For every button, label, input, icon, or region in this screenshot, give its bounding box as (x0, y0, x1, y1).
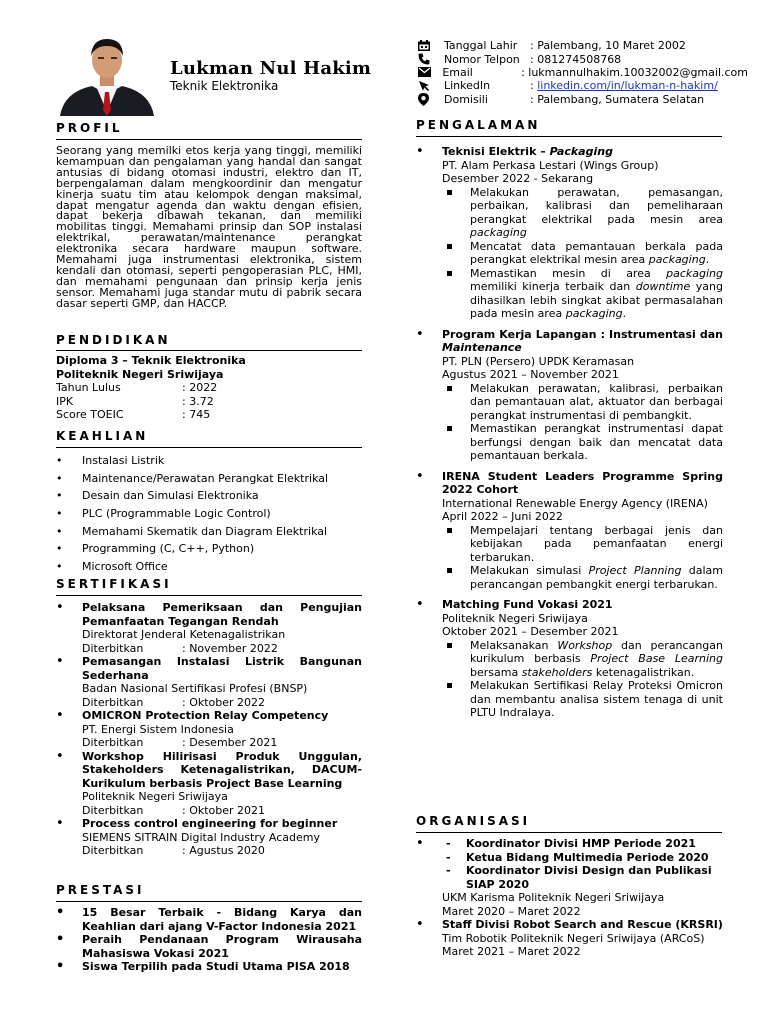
education-school: Politeknik Negeri Sriwijaya (56, 367, 224, 381)
org-role: - • Koordinator Divisi HMP Periode 2021 (442, 837, 723, 851)
education-row: Tahun Lulus : 2022 (56, 381, 218, 394)
location-pin-icon (418, 93, 438, 105)
experience-item: • Program Kerja Lapangan : Instrumentasi dan Maintenance PT. PLN (Persero) UPDK Keramasan Agustus 2021 – November 2021 Melakukan perawatan, kalibrasi, perbaikan dan pemantauan alat, aktuator dan berbagai perangkat instrumentasi di pembangkit. Memastikan perangkat instrumentasi dapat berfungsi dengan baik dan mencatat data pemantauan berkala. (416, 328, 723, 463)
organization-list (416, 837, 723, 959)
organization-item: • Staff Divisi Robot Search and Rescue (KRSRI) Tim Robotik Politeknik Negeri Sriwijaya (ARCoS) Maret 2021 – Maret 2022 (416, 918, 723, 959)
task-item: Melakukan simulasi Project Planning dalam perancangan pembangkit energi terbarukan. (442, 564, 723, 591)
task-item: Mempelajari tentang berbagai jenis dan kebijakan pada pemanfaatan energi terbarukan. (442, 524, 723, 565)
divider (56, 901, 362, 902)
task-item: Mencatat data pemantauan berkala pada perangkat elektrikal mesin area packaging. (442, 240, 723, 267)
list-item: • PLC (Programmable Logic Control) (56, 505, 362, 523)
experience-item: • IRENA Student Leaders Programme Spring 2022 Cohort International Renewable Energy Agency (IRENA) April 2022 – Juni 2022 Mempelajari tentang berbagai jenis dan kebijakan pada pemanfaatan energi terbarukan. Melakukan simulasi Project Planning dalam perancangan pembangkit energi terbarukan. (416, 470, 723, 592)
divider (56, 350, 362, 351)
task-item: Memastikan perangkat instrumentasi dapat berfungsi dengan baik dan mencatat data pemantauan berkala. (442, 422, 723, 463)
task-item: Melaksanakan Workshop dan perancangan kurikulum berbasis Project Base Learning bersama stakeholders ketenagalistrikan. (442, 639, 723, 680)
divider (56, 139, 362, 140)
education-row: IPK : 3.72 (56, 394, 214, 408)
list-item: • Pelaksana Pemeriksaan dan Pengujian Pemanfaatan Tegangan Rendah Direktorat Jenderal Ketenagalistrikan Diterbitkan : November 2022 (56, 601, 362, 655)
task-item: Memastikan mesin di area packaging memiliki kinerja terbaik dan downtime yang dihasilkan lebih singkat akibat permasalahan pada mesin area packaging. (442, 267, 723, 321)
calendar-icon (418, 40, 438, 52)
section-title-sertifikasi: SERTIFIKASI (56, 577, 172, 591)
divider (56, 595, 362, 596)
task-item: Melakukan Sertifikasi Relay Proteksi Omicron dan membantu analisa sistem tenaga di unit PLTU Indralaya. (442, 679, 723, 720)
divider (416, 832, 722, 833)
section-title-pendidikan: PENDIDIKAN (56, 333, 171, 347)
section-title-keahlian: KEAHLIAN (56, 429, 149, 443)
education-row: Score TOEIC : 745 (56, 408, 211, 421)
section-title-pengalaman: PENGALAMAN (416, 118, 541, 132)
list-item: • Process control engineering for beginner SIEMENS SITRAIN Digital Industry Academy Diterbitkan : Agustus 2020 (56, 817, 362, 858)
linkedin-link[interactable]: linkedin.com/in/lukman-n-hakim/ (537, 79, 718, 93)
list-item: • Desain dan Simulasi Elektronika (56, 487, 362, 505)
list-item: • Microsoft Office (56, 558, 362, 576)
contact-row-phone: Nomor Telpon : 081274508768 (418, 52, 748, 65)
education-degree: Diploma 3 – Teknik Elektronika (56, 354, 246, 367)
task-item: Melakukan perawatan, pemasangan, perbaikan, kalibrasi dan pemeliharaan perangkat elektrikal pada mesin area packaging (442, 186, 723, 240)
list-item: • Programming (C, C++, Python) (56, 540, 362, 558)
profile-photo (56, 30, 158, 116)
experience-list (416, 145, 723, 720)
organization-item: - • Koordinator Divisi HMP Periode 2021 - Ketua Bidang Multimedia Periode 2020 - Koordinator Divisi Design dan Publikasi SIAP 2020 UKM Karisma Politeknik Negeri Sriwijaya Maret 2020 – Maret 2022 (416, 837, 723, 918)
org-role: - Ketua Bidang Multimedia Periode 2020 (442, 851, 723, 865)
contact-row-linkedin: LinkedIn : linkedin.com/in/lukman-n-hakim/ (418, 79, 748, 92)
task-item: Melakukan perawatan, kalibrasi, perbaikan dan pemantauan alat, aktuator dan berbagai perangkat instrumentasi di pembangkit. (442, 382, 723, 423)
list-item: • Instalasi Listrik (56, 452, 362, 470)
contact-block (418, 39, 748, 106)
contact-row-email: Email : lukmannulhakim.10032002@gmail.com (418, 66, 748, 79)
list-item: • Pemasangan Instalasi Listrik Bangunan Sederhana Badan Nasional Sertifikasi Profesi (BNSP) Diterbitkan : Oktober 2022 (56, 655, 362, 709)
phone-icon (418, 53, 438, 65)
divider (56, 447, 362, 448)
skills-list (56, 452, 362, 576)
list-item: • Memahami Skematik dan Diagram Elektrikal (56, 523, 362, 541)
list-item: • Workshop Hilirisasi Produk Unggulan, Stakeholders Ketenagalistrikan, DACUM-Kurikulum berbasis Project Base Learning Politeknik Negeri Sriwijaya Diterbitkan : Oktober 2021 (56, 750, 362, 818)
person-name: Lukman Nul Hakim (170, 58, 372, 79)
divider (416, 136, 722, 137)
education-block (56, 354, 362, 422)
contact-row-address: Domisili : Palembang, Sumatera Selatan (418, 93, 748, 106)
experience-item: • Matching Fund Vokasi 2021 Politeknik Negeri Sriwijaya Oktober 2021 – Desember 2021 Melaksanakan Workshop dan perancangan kurikulum berbasis Project Base Learning bersama stakeholders ketenagalistrikan. Melakukan Sertifikasi Relay Proteksi Omicron dan membantu analisa sistem tenaga di unit PLTU Indralaya. (416, 598, 723, 720)
achievement-list (56, 906, 362, 974)
list-item: • OMICRON Protection Relay Competency PT. Energi Sistem Indonesia Diterbitkan : Desember 2021 (56, 709, 362, 750)
experience-item: • Teknisi Elektrik – Packaging PT. Alam Perkasa Lestari (Wings Group) Desember 2022 - Sekarang Melakukan perawatan, pemasangan, perbaikan, kalibrasi dan pemeliharaan perangkat elektrikal pada mesin area packaging Mencatat data pemantauan berkala pada perangkat elektrikal mesin area packaging. Memastikan mesin di area packaging memiliki kinerja terbaik dan downtime yang dihasilkan lebih singkat akibat permasalahan pada mesin area packaging. (416, 145, 723, 321)
certification-list (56, 601, 362, 858)
section-title-prestasi: PRESTASI (56, 883, 145, 897)
section-title-profil: PROFIL (56, 121, 123, 135)
list-item: • Siswa Terpilih pada Studi Utama PISA 2018 (56, 960, 362, 974)
list-item: • Maintenance/Perawatan Perangkat Elektrikal (56, 470, 362, 488)
org-role: - Koordinator Divisi Design dan Publikasi SIAP 2020 (442, 864, 723, 891)
list-item: • 15 Besar Terbaik - Bidang Karya dan Keahlian dari ajang V-Factor Indonesia 2021 (56, 906, 362, 933)
person-role: Teknik Elektronika (170, 79, 279, 93)
list-item: • Peraih Pendanaan Program Wirausaha Mahasiswa Vokasi 2021 (56, 933, 362, 960)
section-title-organisasi: ORGANISASI (416, 814, 531, 828)
profil-text: Seorang yang memilki etos kerja yang tinggi, memiliki kemampuan dan pengalaman yang handal dan sangat antusias di bidang otomasi industri, elektro dan IT, berpengalaman dalam mengkoordinir dan mengatur kinerja suatu tim atau kelompok dengan maksimal, dapat mengatur agenda dan waktu dengan efisien, dapat bekerja dibawah tekanan, dan memiliki mobilitas tinggi. Memahami prinsip dan SOP instalasi elektrikal, perawatan/maintenance perangkat elektronika secara hardware maupun software. Memahami juga instrumentasi elektronika, sistem kendali dan otomasi, seperti pengoperasian PLC, HMI, dan memahami pengunaan dan prinsip kerja jenis sensor. Memahami juga standar mutu di pabrik secara dasar seperti GMP, dan HACCP. (56, 144, 362, 310)
cursor-icon (418, 80, 438, 92)
email-icon (418, 66, 436, 78)
contact-row-birth: Tanggal Lahir : Palembang, 10 Maret 2002 (418, 39, 748, 52)
